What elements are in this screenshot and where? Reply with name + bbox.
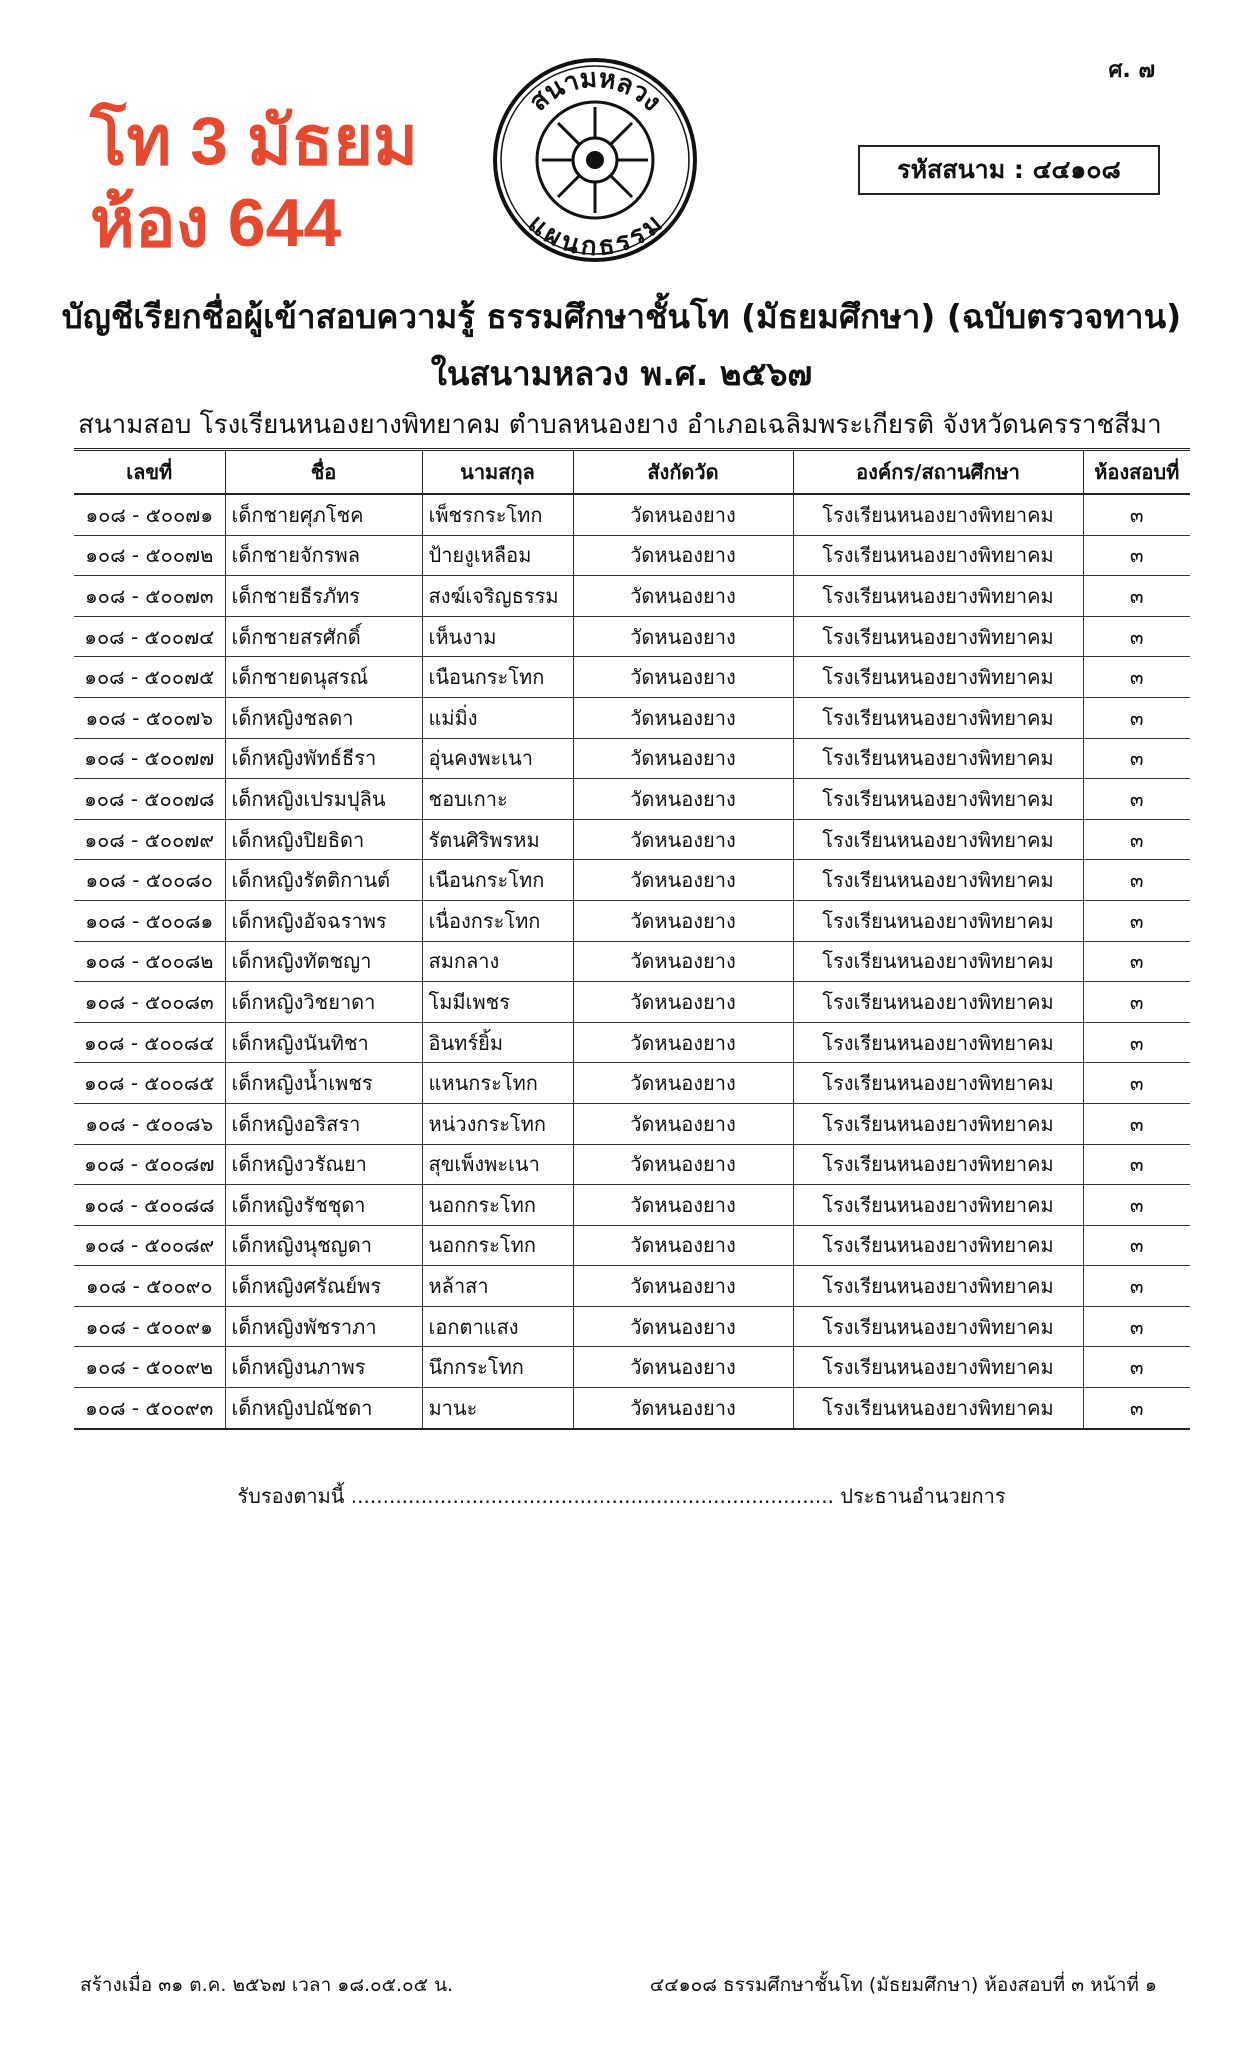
cell-first-name: เด็กหญิงนุชญดา	[225, 1225, 422, 1266]
cell-exam-room: ๓	[1083, 819, 1190, 860]
cell-exam-room: ๓	[1083, 860, 1190, 901]
examinee-roster-table	[74, 448, 1190, 1430]
cell-school: โรงเรียนหนองยางพิทยาคม	[793, 900, 1083, 941]
roster-body	[74, 494, 1190, 1429]
cell-first-name: เด็กหญิงน้ำเพชร	[225, 1063, 422, 1104]
cell-surname: อุ่นคงพะเนา	[422, 738, 573, 779]
table-row	[74, 738, 1190, 779]
cell-first-name: เด็กชายจักรพล	[225, 535, 422, 576]
table-row	[74, 657, 1190, 698]
cell-number: ๑๐๘ - ๕๐๐๘๗	[74, 1144, 225, 1185]
cell-surname: สุขเพ็งพะเนา	[422, 1144, 573, 1185]
cell-exam-room: ๓	[1083, 1347, 1190, 1388]
cell-school: โรงเรียนหนองยางพิทยาคม	[793, 1306, 1083, 1347]
cell-exam-room: ๓	[1083, 982, 1190, 1023]
cell-exam-room: ๓	[1083, 1388, 1190, 1429]
table-row	[74, 616, 1190, 657]
table-row	[74, 941, 1190, 982]
cell-number: ๑๐๘ - ๕๐๐๗๒	[74, 535, 225, 576]
table-row	[74, 535, 1190, 576]
cell-temple: วัดหนองยาง	[573, 1266, 793, 1307]
cell-exam-room: ๓	[1083, 576, 1190, 617]
cell-surname: แหนกระโทก	[422, 1063, 573, 1104]
cell-temple: วัดหนองยาง	[573, 982, 793, 1023]
cell-surname: สงฆ์เจริญธรรม	[422, 576, 573, 617]
table-row	[74, 779, 1190, 820]
cell-number: ๑๐๘ - ๕๐๐๗๕	[74, 657, 225, 698]
cell-temple: วัดหนองยาง	[573, 657, 793, 698]
table-row	[74, 1347, 1190, 1388]
cell-exam-room: ๓	[1083, 1103, 1190, 1144]
cell-first-name: เด็กชายสรศักดิ์	[225, 616, 422, 657]
cell-temple: วัดหนองยาง	[573, 819, 793, 860]
cell-number: ๑๐๘ - ๕๐๐๘๐	[74, 860, 225, 901]
sanam-luang-seal-logo	[490, 55, 700, 265]
table-row	[74, 697, 1190, 738]
cell-school: โรงเรียนหนองยางพิทยาคม	[793, 860, 1083, 901]
cell-number: ๑๐๘ - ๕๐๐๘๖	[74, 1103, 225, 1144]
cell-surname: เอกตาแสง	[422, 1306, 573, 1347]
cell-school: โรงเรียนหนองยางพิทยาคม	[793, 1388, 1083, 1429]
exam-venue: สนามสอบ โรงเรียนหนองยางพิทยาคม ตำบลหนองยาง อำเภอเฉลิมพระเกียรติ จังหวัดนครราชสีมา	[78, 410, 1162, 440]
cell-temple: วัดหนองยาง	[573, 1225, 793, 1266]
table-row	[74, 576, 1190, 617]
seal-top-text: สนามหลวง	[523, 63, 667, 118]
cell-number: ๑๐๘ - ๕๐๐๘๒	[74, 941, 225, 982]
cell-surname: เห็นงาม	[422, 616, 573, 657]
header-school: องค์กร/สถานศึกษา	[793, 450, 1083, 495]
cell-surname: รัตนศิริพรหม	[422, 819, 573, 860]
table-row	[74, 1266, 1190, 1307]
form-code: ศ. ๗	[1108, 58, 1155, 83]
header-temple: สังกัดวัด	[573, 450, 793, 495]
created-timestamp: สร้างเมื่อ ๓๑ ต.ค. ๒๕๖๗ เวลา ๑๘.๐๕.๐๕ น.	[80, 1974, 454, 1996]
table-row	[74, 1103, 1190, 1144]
cell-temple: วัดหนองยาง	[573, 576, 793, 617]
cell-surname: เนือนกระโทก	[422, 657, 573, 698]
cell-first-name: เด็กหญิงวรัณยา	[225, 1144, 422, 1185]
cell-surname: หน่วงกระโทก	[422, 1103, 573, 1144]
cell-first-name: เด็กหญิงอัจฉราพร	[225, 900, 422, 941]
table-row	[74, 494, 1190, 535]
table-row	[74, 1225, 1190, 1266]
seal-bottom-text: แผนกธรรม	[521, 209, 669, 263]
table-row	[74, 819, 1190, 860]
cell-exam-room: ๓	[1083, 1306, 1190, 1347]
cell-first-name: เด็กหญิงศรัณย์พร	[225, 1266, 422, 1307]
page-info: ๔๔๑๐๘ ธรรมศึกษาชั้นโท (มัธยมศึกษา) ห้องสอบที่ ๓ หน้าที่ ๑	[649, 1974, 1157, 1996]
cell-number: ๑๐๘ - ๕๐๐๙๓	[74, 1388, 225, 1429]
cell-exam-room: ๓	[1083, 1022, 1190, 1063]
cell-number: ๑๐๘ - ๕๐๐๘๓	[74, 982, 225, 1023]
cell-school: โรงเรียนหนองยางพิทยาคม	[793, 1185, 1083, 1226]
cell-temple: วัดหนองยาง	[573, 1388, 793, 1429]
cell-school: โรงเรียนหนองยางพิทยาคม	[793, 738, 1083, 779]
cell-exam-room: ๓	[1083, 779, 1190, 820]
document-title: บัญชีเรียกชื่อผู้เข้าสอบความรู้ ธรรมศึกษาชั้นโท (มัธยมศึกษา) (ฉบับตรวจทาน)	[61, 297, 1182, 336]
cell-first-name: เด็กหญิงปิยธิดา	[225, 819, 422, 860]
cell-surname: นอกกระโทก	[422, 1225, 573, 1266]
cell-exam-room: ๓	[1083, 1185, 1190, 1226]
cell-number: ๑๐๘ - ๕๐๐๘๔	[74, 1022, 225, 1063]
cell-exam-room: ๓	[1083, 1225, 1190, 1266]
cell-number: ๑๐๘ - ๕๐๐๗๖	[74, 697, 225, 738]
cell-exam-room: ๓	[1083, 1063, 1190, 1104]
cell-number: ๑๐๘ - ๕๐๐๗๔	[74, 616, 225, 657]
cell-temple: วัดหนองยาง	[573, 941, 793, 982]
table-row	[74, 1185, 1190, 1226]
cell-number: ๑๐๘ - ๕๐๐๗๗	[74, 738, 225, 779]
room-label-line1: โท 3 มัธยม	[90, 103, 418, 179]
cell-temple: วัดหนองยาง	[573, 1347, 793, 1388]
cell-school: โรงเรียนหนองยางพิทยาคม	[793, 1063, 1083, 1104]
cell-temple: วัดหนองยาง	[573, 738, 793, 779]
cell-exam-room: ๓	[1083, 697, 1190, 738]
cell-school: โรงเรียนหนองยางพิทยาคม	[793, 1266, 1083, 1307]
cell-number: ๑๐๘ - ๕๐๐๗๘	[74, 779, 225, 820]
document-subtitle: ในสนามหลวง พ.ศ. ๒๕๖๗	[430, 354, 813, 393]
cell-surname: มานะ	[422, 1388, 573, 1429]
cell-school: โรงเรียนหนองยางพิทยาคม	[793, 982, 1083, 1023]
room-label	[90, 100, 418, 264]
table-row	[74, 1306, 1190, 1347]
cell-school: โรงเรียนหนองยางพิทยาคม	[793, 616, 1083, 657]
cell-temple: วัดหนองยาง	[573, 1306, 793, 1347]
cell-surname: ป้ายงูเหลือม	[422, 535, 573, 576]
table-row	[74, 1144, 1190, 1185]
cell-surname: โมมีเพชร	[422, 982, 573, 1023]
cell-first-name: เด็กหญิงพัชราภา	[225, 1306, 422, 1347]
cell-school: โรงเรียนหนองยางพิทยาคม	[793, 535, 1083, 576]
cell-first-name: เด็กหญิงนภาพร	[225, 1347, 422, 1388]
cell-number: ๑๐๘ - ๕๐๐๘๘	[74, 1185, 225, 1226]
cell-temple: วัดหนองยาง	[573, 860, 793, 901]
cell-number: ๑๐๘ - ๕๐๐๘๑	[74, 900, 225, 941]
cell-number: ๑๐๘ - ๕๐๐๙๑	[74, 1306, 225, 1347]
table-row	[74, 1022, 1190, 1063]
cell-surname: ชอบเกาะ	[422, 779, 573, 820]
cell-first-name: เด็กหญิงปณัชดา	[225, 1388, 422, 1429]
cell-first-name: เด็กชายดนุสรณ์	[225, 657, 422, 698]
cell-temple: วัดหนองยาง	[573, 697, 793, 738]
cell-number: ๑๐๘ - ๕๐๐๘๙	[74, 1225, 225, 1266]
header-first-name: ชื่อ	[225, 450, 422, 495]
cell-temple: วัดหนองยาง	[573, 494, 793, 535]
cell-number: ๑๐๘ - ๕๐๐๙๒	[74, 1347, 225, 1388]
header-number: เลขที่	[74, 450, 225, 495]
cell-exam-room: ๓	[1083, 900, 1190, 941]
cell-school: โรงเรียนหนองยางพิทยาคม	[793, 576, 1083, 617]
table-row	[74, 982, 1190, 1023]
table-row	[74, 1388, 1190, 1429]
cell-school: โรงเรียนหนองยางพิทยาคม	[793, 1144, 1083, 1185]
cell-first-name: เด็กหญิงอริสรา	[225, 1103, 422, 1144]
cell-first-name: เด็กหญิงพัทธ์ธีรา	[225, 738, 422, 779]
cell-temple: วัดหนองยาง	[573, 1185, 793, 1226]
cell-surname: อินทร์ยิ้ม	[422, 1022, 573, 1063]
cell-first-name: เด็กหญิงทัตชญา	[225, 941, 422, 982]
cell-exam-room: ๓	[1083, 941, 1190, 982]
certification-line: รับรองตามนี้ ............................................................................ ประธานอำนวยการ	[237, 1484, 1006, 1508]
cell-first-name: เด็กชายศุภโชค	[225, 494, 422, 535]
cell-first-name: เด็กหญิงรัชชุดา	[225, 1185, 422, 1226]
cell-first-name: เด็กหญิงรัตติกานต์	[225, 860, 422, 901]
cell-exam-room: ๓	[1083, 535, 1190, 576]
field-code: รหัสสนาม : ๔๔๑๐๘	[897, 155, 1121, 184]
table-header-row	[74, 450, 1190, 495]
cell-school: โรงเรียนหนองยางพิทยาคม	[793, 1347, 1083, 1388]
cell-first-name: เด็กหญิงชลดา	[225, 697, 422, 738]
cell-temple: วัดหนองยาง	[573, 535, 793, 576]
cell-school: โรงเรียนหนองยางพิทยาคม	[793, 657, 1083, 698]
header-exam-room: ห้องสอบที่	[1083, 450, 1190, 495]
cell-temple: วัดหนองยาง	[573, 1063, 793, 1104]
cell-number: ๑๐๘ - ๕๐๐๙๐	[74, 1266, 225, 1307]
cell-temple: วัดหนองยาง	[573, 1022, 793, 1063]
room-label-line2: ห้อง 644	[90, 185, 342, 261]
cell-surname: นึกกระโทก	[422, 1347, 573, 1388]
cell-number: ๑๐๘ - ๕๐๐๗๙	[74, 819, 225, 860]
cell-exam-room: ๓	[1083, 738, 1190, 779]
table-row	[74, 860, 1190, 901]
field-code-box	[858, 145, 1160, 195]
cell-temple: วัดหนองยาง	[573, 900, 793, 941]
cell-first-name: เด็กหญิงเปรมปุลิน	[225, 779, 422, 820]
cell-school: โรงเรียนหนองยางพิทยาคม	[793, 697, 1083, 738]
cell-school: โรงเรียนหนองยางพิทยาคม	[793, 1103, 1083, 1144]
cell-school: โรงเรียนหนองยางพิทยาคม	[793, 941, 1083, 982]
cell-first-name: เด็กชายธีรภัทร	[225, 576, 422, 617]
cell-exam-room: ๓	[1083, 1144, 1190, 1185]
table-row	[74, 900, 1190, 941]
cell-exam-room: ๓	[1083, 1266, 1190, 1307]
cell-surname: เนื่องกระโทก	[422, 900, 573, 941]
cell-school: โรงเรียนหนองยางพิทยาคม	[793, 1022, 1083, 1063]
cell-surname: นอกกระโทก	[422, 1185, 573, 1226]
cell-temple: วัดหนองยาง	[573, 1103, 793, 1144]
cell-number: ๑๐๘ - ๕๐๐๗๑	[74, 494, 225, 535]
cell-number: ๑๐๘ - ๕๐๐๗๓	[74, 576, 225, 617]
cell-school: โรงเรียนหนองยางพิทยาคม	[793, 779, 1083, 820]
cell-temple: วัดหนองยาง	[573, 616, 793, 657]
cell-surname: เพ็ชรกระโทก	[422, 494, 573, 535]
cell-surname: เนือนกระโทก	[422, 860, 573, 901]
cell-number: ๑๐๘ - ๕๐๐๘๕	[74, 1063, 225, 1104]
cell-surname: หล้าสา	[422, 1266, 573, 1307]
cell-exam-room: ๓	[1083, 657, 1190, 698]
cell-first-name: เด็กหญิงวิชยาดา	[225, 982, 422, 1023]
cell-exam-room: ๓	[1083, 616, 1190, 657]
cell-school: โรงเรียนหนองยางพิทยาคม	[793, 494, 1083, 535]
table-row	[74, 1063, 1190, 1104]
cell-temple: วัดหนองยาง	[573, 1144, 793, 1185]
cell-school: โรงเรียนหนองยางพิทยาคม	[793, 819, 1083, 860]
cell-surname: แม่มิ่ง	[422, 697, 573, 738]
cell-surname: สมกลาง	[422, 941, 573, 982]
cell-temple: วัดหนองยาง	[573, 779, 793, 820]
header-surname: นามสกุล	[422, 450, 573, 495]
cell-first-name: เด็กหญิงนันทิชา	[225, 1022, 422, 1063]
cell-exam-room: ๓	[1083, 494, 1190, 535]
cell-school: โรงเรียนหนองยางพิทยาคม	[793, 1225, 1083, 1266]
